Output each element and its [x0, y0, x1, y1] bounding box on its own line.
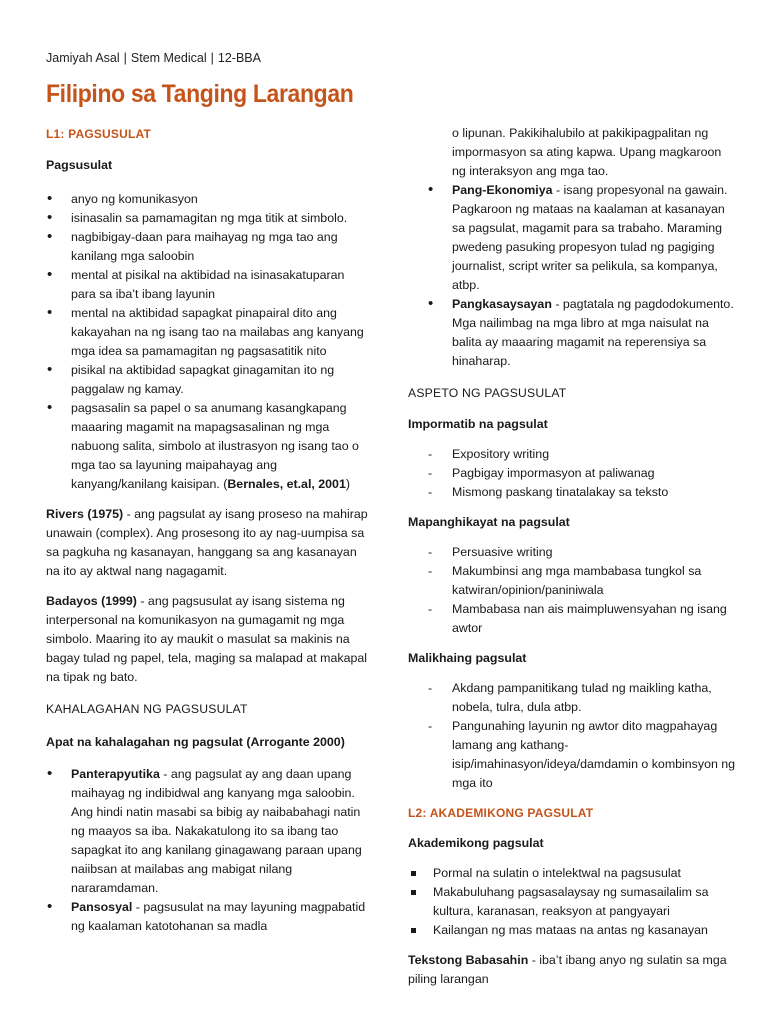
list-item: - Mismong paskang tinatalakay sa teksto — [428, 483, 736, 502]
kahalagahan-list — [46, 765, 372, 936]
list-item: - Mambabasa nan ais maimpluwensyahan ng isang awtor — [428, 600, 736, 638]
list-item: • mental at pisikal na aktibidad na isinasakatuparan para sa iba’t ibang layunin — [46, 266, 372, 304]
term-text: - isang propesyonal na gawain. Pagkaroon ng mataas na kaalaman at kasanayan sa pagsulat, magamit para sa trabaho. Maraming pwedeng pasuking propesyon tulad ng pagiging journalist, script writer sa pelikula, sa kompanya, atbp. — [452, 183, 728, 292]
list-item: - Akdang pampanitikang tulad ng maikling katha, nobela, tulra, dula atbp. — [428, 679, 736, 717]
list-item — [46, 898, 372, 936]
term: Pansosyal — [71, 900, 133, 914]
section-heading-l1: L1: PAGSUSULAT — [46, 127, 152, 141]
subheading-pagsusulat: Pagsusulat — [46, 158, 113, 172]
author-ref: Badayos (1999) — [46, 594, 137, 608]
pagsusulat-list — [46, 190, 372, 494]
author-line — [46, 51, 261, 65]
term: Panterapyutika — [71, 767, 160, 781]
list-item — [46, 765, 372, 898]
paragraph-rivers — [46, 505, 372, 581]
author-strand: Stem Medical — [130, 51, 207, 65]
list-item: • mental na aktibidad sapagkat pinapairal dito ang kakayahan na ng isang tao na mailabas ang kanyang mga idea sa pamamagitan ng pagsasatitik nito — [46, 304, 372, 361]
akademikong-list — [408, 864, 736, 940]
list-item: • pisikal na aktibidad sapagkat ginagamitan ito ng paggalaw ng kamay. — [46, 361, 372, 399]
separator: | — [123, 51, 127, 65]
subheading-akademikong: Akademikong pagsulat — [408, 836, 544, 850]
list-item-text: pagsasalin sa papel o sa anumang kasangkapang maaaring magamit na mapagsasalinan ng mga nabuong salita, simbolo at ilustrasyon ng isang tao o mga tao sa layuning maipahayag ang kanyang/kanilang kaisipan. ( — [71, 401, 359, 491]
list-item — [427, 295, 736, 371]
subheading-apat: Apat na kahalagahan ng pagsulat (Arrogante 2000) — [46, 735, 345, 749]
citation-close: ) — [345, 477, 350, 491]
paragraph-badayos — [46, 592, 372, 687]
list-item — [427, 181, 736, 295]
list-item: - Makumbinsi ang mga mambabasa tungkol sa katwiran/opinion/paniniwala — [428, 562, 736, 600]
list-item: Makabuluhang pagsasalaysay ng sumasailalim sa kultura, karanasan, reaksyon at pangyayari — [408, 883, 736, 921]
continued-text: o lipunan. Pakikihalubilo at pakikipagpalitan ng impormasyon sa ating kapwa. Upang magkaroon ng interaksyon ang mga tao. — [452, 126, 722, 178]
paragraph-text: - ang pagsulat ay isang proseso na mahirap unawain (complex). Ang prosesong ito ay nag-uumpisa sa sa pagkuha ng kasanayan, hanggang sa ang kasanayan na ito ay aktwal nang nagagamit. — [46, 507, 368, 578]
term-text: - iba’t ibang anyo ng sulatin sa mga piling larangan — [408, 953, 727, 986]
subheading-informatib: Impormatib na pagsulat — [408, 417, 548, 431]
list-item: Pormal na sulatin o intelektwal na pagsusulat — [408, 864, 736, 883]
right-column — [408, 124, 736, 1000]
author-ref: Rivers (1975) — [46, 507, 124, 521]
subheading-malikhaing: Malikhaing pagsulat — [408, 651, 527, 665]
section-heading-l2: L2: AKADEMIKONG PAGSULAT — [408, 806, 594, 820]
list-item: • anyo ng komunikasyon — [46, 190, 372, 209]
kahalagahan-list-continued — [427, 181, 736, 371]
term: Pangkasaysayan — [452, 297, 552, 311]
author-section: 12-BBA — [217, 51, 261, 65]
term-text: - pagtatala ng pagdodokumento. Mga nailimbag na mga libro at mga naisulat na balita ay maaaring magamit na reperensiya sa hinaharap. — [452, 297, 734, 368]
list-item: - Pangunahing layunin ng awtor dito magpahayag lamang ang kathang-isip/imahinasyon/ideya/damdamin o kombinsyon ng mga ito — [428, 717, 736, 793]
author-name: Jamiyah Asal — [46, 51, 120, 65]
section-heading-aspeto: ASPETO NG PAGSUSULAT — [408, 386, 567, 400]
list-item: • nagbibigay-daan para maihayag ng mga tao ang kanilang mga saloobin — [46, 228, 372, 266]
list-item: Kailangan ng mas mataas na antas ng kasanayan — [408, 921, 736, 940]
paragraph-tekstong — [408, 951, 736, 989]
term: Pang-Ekonomiya — [452, 183, 553, 197]
citation: Bernales, et.al, 2001 — [227, 477, 346, 491]
left-column — [46, 125, 372, 947]
malikhaing-list — [428, 679, 736, 793]
list-item: - Persuasive writing — [428, 543, 736, 562]
section-heading-kahalagahan: KAHALAGAHAN NG PAGSUSULAT — [46, 702, 248, 716]
mapanghikayat-list — [428, 543, 736, 638]
paragraph-text: - ang pagsusulat ay isang sistema ng interpersonal na komunikasyon na gumagamit ng mga simbolo. Maaring ito ay maukit o masulat sa makinis na bagay tulad ng papel, tela, maging sa malapad at makapal na tipak ng bato. — [46, 594, 367, 684]
list-item: - Pagbigay impormasyon at paliwanag — [428, 464, 736, 483]
list-item: • isinasalin sa pamamagitan ng mga titik at simbolo. — [46, 209, 372, 228]
informatib-list — [428, 445, 736, 502]
term-text: - pagsusulat na may layuning magpabatid ng kaalaman katotohanan sa madla — [71, 900, 366, 933]
list-item — [46, 399, 372, 494]
term-text: - ang pagsulat ay ang daan upang maihayag ng indibidwal ang kanyang mga saloobin. Ang hindi natin masabi sa bibig ay naibabahagi natin ng maayos sa iba. Nakakatulong ito sa ibang tao sapagkat ito ang kanilang ginagawang paraan upang naiibsan at mailabas ang mabigat nilang nararamdaman. — [71, 767, 362, 895]
separator: | — [210, 51, 214, 65]
document-title: Filipino sa Tanging Larangan — [46, 80, 354, 108]
list-item: - Expository writing — [428, 445, 736, 464]
subheading-mapanghikayat: Mapanghikayat na pagsulat — [408, 515, 570, 529]
term: Tekstong Babasahin — [408, 953, 529, 967]
